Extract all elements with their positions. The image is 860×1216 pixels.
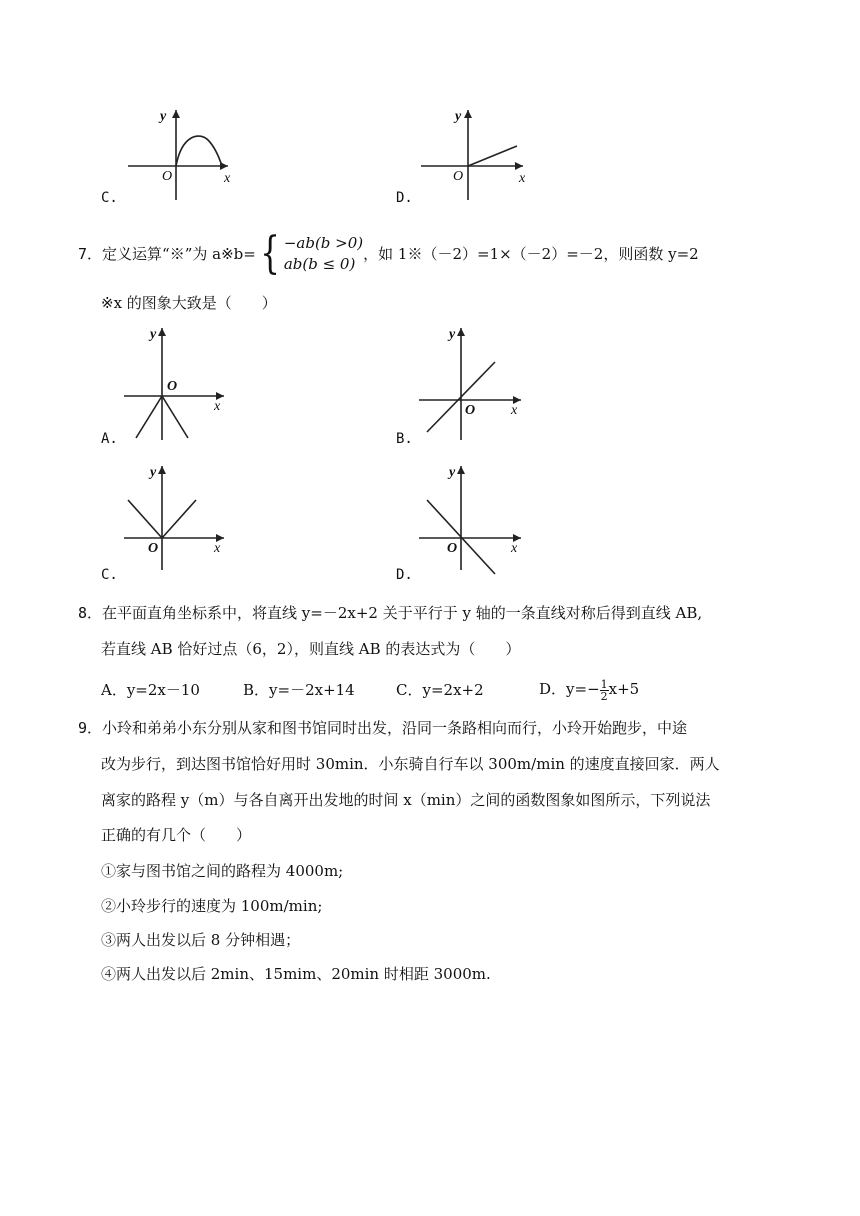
svg-text:y: y <box>150 465 157 480</box>
q8-option-c[interactable]: C．y=2x+2 <box>396 681 484 699</box>
q7-option-b-label: B. <box>396 431 413 447</box>
svg-text:x: x <box>224 171 231 186</box>
svg-text:x: x <box>214 399 221 414</box>
svg-text:y: y <box>449 327 456 342</box>
q7-stem-line1: 7．定义运算“※”为 a※b={ −ab(b >0) ab(b ≤ 0) ，如 1※（－2）=1×（－2）=－2，则函数 y=2 <box>78 228 699 279</box>
svg-text:x: x <box>511 403 518 418</box>
svg-text:O: O <box>148 541 159 556</box>
q7-option-a-label: A. <box>101 431 118 447</box>
q9-statement-3: ③两人出发以后 8 分钟相遇； <box>101 931 301 949</box>
q7-graph-b <box>415 322 530 442</box>
q8-option-d-fraction: $\frac{1}{2}$ <box>600 677 608 703</box>
q7-graph-c <box>120 460 230 570</box>
q9-stem-line2: 改为步行，到达图书馆恰好用时 30min．小东骑自行车以 300m/min 的速度直接回家．两人 <box>101 755 720 773</box>
q9-stem-line3: 离家的路程 y（m）与各自离开出发地的时间 x（min）之间的函数图象如图所示，下列说法 <box>101 791 711 809</box>
q6-graph-d <box>415 104 535 204</box>
q8-stem-line2: 若直线 AB 恰好过点（6，2），则直线 AB 的表达式为（ ） <box>101 640 521 658</box>
svg-text:y: y <box>150 327 157 342</box>
q7-option-d-label: D. <box>396 567 413 583</box>
q6-option-c-label: C. <box>101 190 118 206</box>
q8-stem-line1: 8．在平面直角坐标系中，将直线 y=－2x+2 关于平行于 y 轴的一条直线对称后得到直线 AB, <box>78 604 703 622</box>
svg-text:x: x <box>511 541 518 556</box>
q8-option-b[interactable]: B．y=－2x+14 <box>243 681 355 699</box>
svg-text:O: O <box>167 379 178 394</box>
q9-statement-2: ②小玲步行的速度为 100m/min; <box>101 897 323 915</box>
q9-stem-line4: 正确的有几个（ ） <box>101 826 252 844</box>
q6-option-d-label: D. <box>396 190 413 206</box>
q7-stem-line2: ※x 的图象大致是（ ） <box>101 294 277 312</box>
svg-text:x: x <box>214 541 221 556</box>
svg-text:x: x <box>519 171 526 186</box>
q8-option-d[interactable]: D．y=− $\frac{1}{2}$ x+5 <box>539 677 640 703</box>
q7-graph-d <box>415 460 530 570</box>
svg-text:O: O <box>162 169 173 184</box>
q7-case1: −ab(b >0) <box>283 234 364 252</box>
svg-text:y: y <box>449 465 456 480</box>
q6-graph-c <box>120 104 240 204</box>
svg-text:O: O <box>447 541 458 556</box>
q7-case2: ab(b ≤ 0) <box>283 255 356 273</box>
q7-graph-a <box>120 322 230 442</box>
q8-option-a[interactable]: A．y=2x－10 <box>101 681 200 699</box>
q9-statement-1: ①家与图书馆之间的路程为 4000m; <box>101 862 344 880</box>
q9-statement-4: ④两人出发以后 2min、15mim、20min 时相距 3000m. <box>101 965 491 983</box>
q7-option-c-label: C. <box>101 567 118 583</box>
q9-stem-line1: 9．小玲和弟弟小东分别从家和图书馆同时出发，沿同一条路相向而行，小玲开始跑步，中途 <box>78 719 688 737</box>
svg-text:y: y <box>455 109 462 124</box>
svg-text:y: y <box>160 109 167 124</box>
svg-text:O: O <box>453 169 464 184</box>
svg-text:O: O <box>465 403 476 418</box>
